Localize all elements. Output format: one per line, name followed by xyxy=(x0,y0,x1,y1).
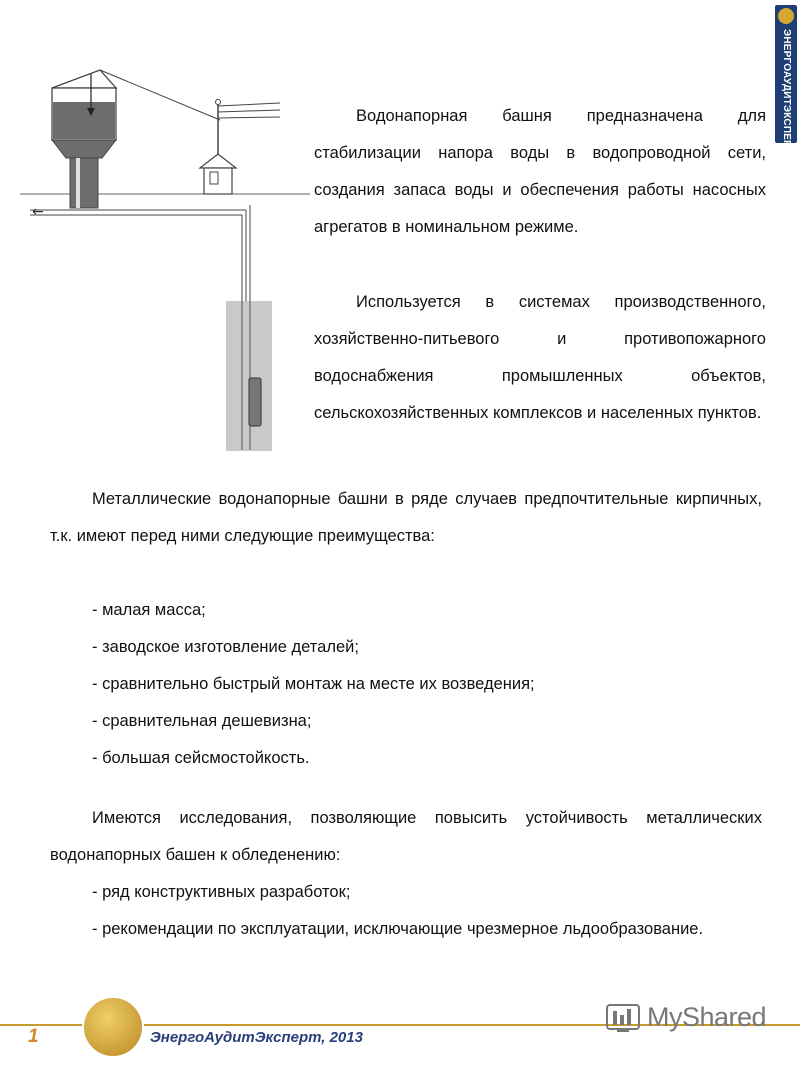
tower-purpose-paragraph xyxy=(314,98,766,246)
metal-towers-text: Металлические водонапорные башни в ряде случаев предпочтительные кирпичных, т.к. имеют перед ними следующие преимущества: xyxy=(50,490,762,545)
research-item-2 xyxy=(50,911,762,948)
water-tower-diagram xyxy=(20,60,310,460)
list-item: - малая масса; xyxy=(92,601,206,619)
advantages-list xyxy=(92,592,762,777)
power-line-3 xyxy=(218,117,280,118)
booth-panel xyxy=(210,172,218,184)
pole-insulator xyxy=(216,100,221,105)
brand-side-text: ЭНЕРГОАУДИТЭКСПЕРТ xyxy=(781,29,792,154)
page-number: 1 xyxy=(28,1026,39,1047)
tower-usage-text: Используется в системах производственного, хозяйственно-питьевого и противопожарного водоснабжения промышленных объектов, сельскохозяйственных комплексов и населенных пунктов. xyxy=(314,293,766,422)
submersible-pump xyxy=(249,378,261,426)
flow-arrow-icon: ← xyxy=(32,204,44,220)
column-pipe xyxy=(76,158,80,208)
research-text: Имеются исследования, позволяющие повысить устойчивость металлических водонапорных башен к обледенению: xyxy=(50,809,762,864)
signal-wire xyxy=(100,70,220,120)
tower-usage-paragraph xyxy=(314,284,766,432)
watermark-text: MyShared xyxy=(647,1002,767,1032)
booth-roof xyxy=(200,154,236,168)
borehole xyxy=(226,301,272,451)
brand-emblem-icon xyxy=(778,8,794,24)
tank-water xyxy=(53,102,115,139)
list-item: - сравнительно быстрый монтаж на месте их возведения; xyxy=(92,675,535,693)
list-item: - заводское изготовление деталей; xyxy=(92,638,359,656)
footer-company-name: ЭнергоАудитЭксперт, 2013 xyxy=(150,1029,363,1046)
research-paragraph xyxy=(50,800,762,874)
list-item: - большая сейсмостойкость. xyxy=(92,749,310,767)
power-line-1 xyxy=(218,103,280,106)
company-emblem-icon xyxy=(82,996,144,1058)
brand-side-logo xyxy=(775,5,797,154)
list-item: - сравнительная дешевизна; xyxy=(92,712,312,730)
metal-towers-paragraph xyxy=(50,481,762,555)
research-item-1: - ряд конструктивных разработок; xyxy=(92,883,351,901)
tower-purpose-text: Водонапорная башня предназначена для стабилизации напора воды в водопроводной сети, создания запаса воды и обеспечения работы насосных агрегатов в номинальном режиме. xyxy=(314,107,766,236)
power-line-2 xyxy=(218,110,280,112)
tower-column xyxy=(70,158,98,208)
tank-bottom xyxy=(52,140,116,158)
research-item-2-text: - рекомендации по эксплуатации, исключающие чрезмерное льдообразование. xyxy=(92,920,704,938)
